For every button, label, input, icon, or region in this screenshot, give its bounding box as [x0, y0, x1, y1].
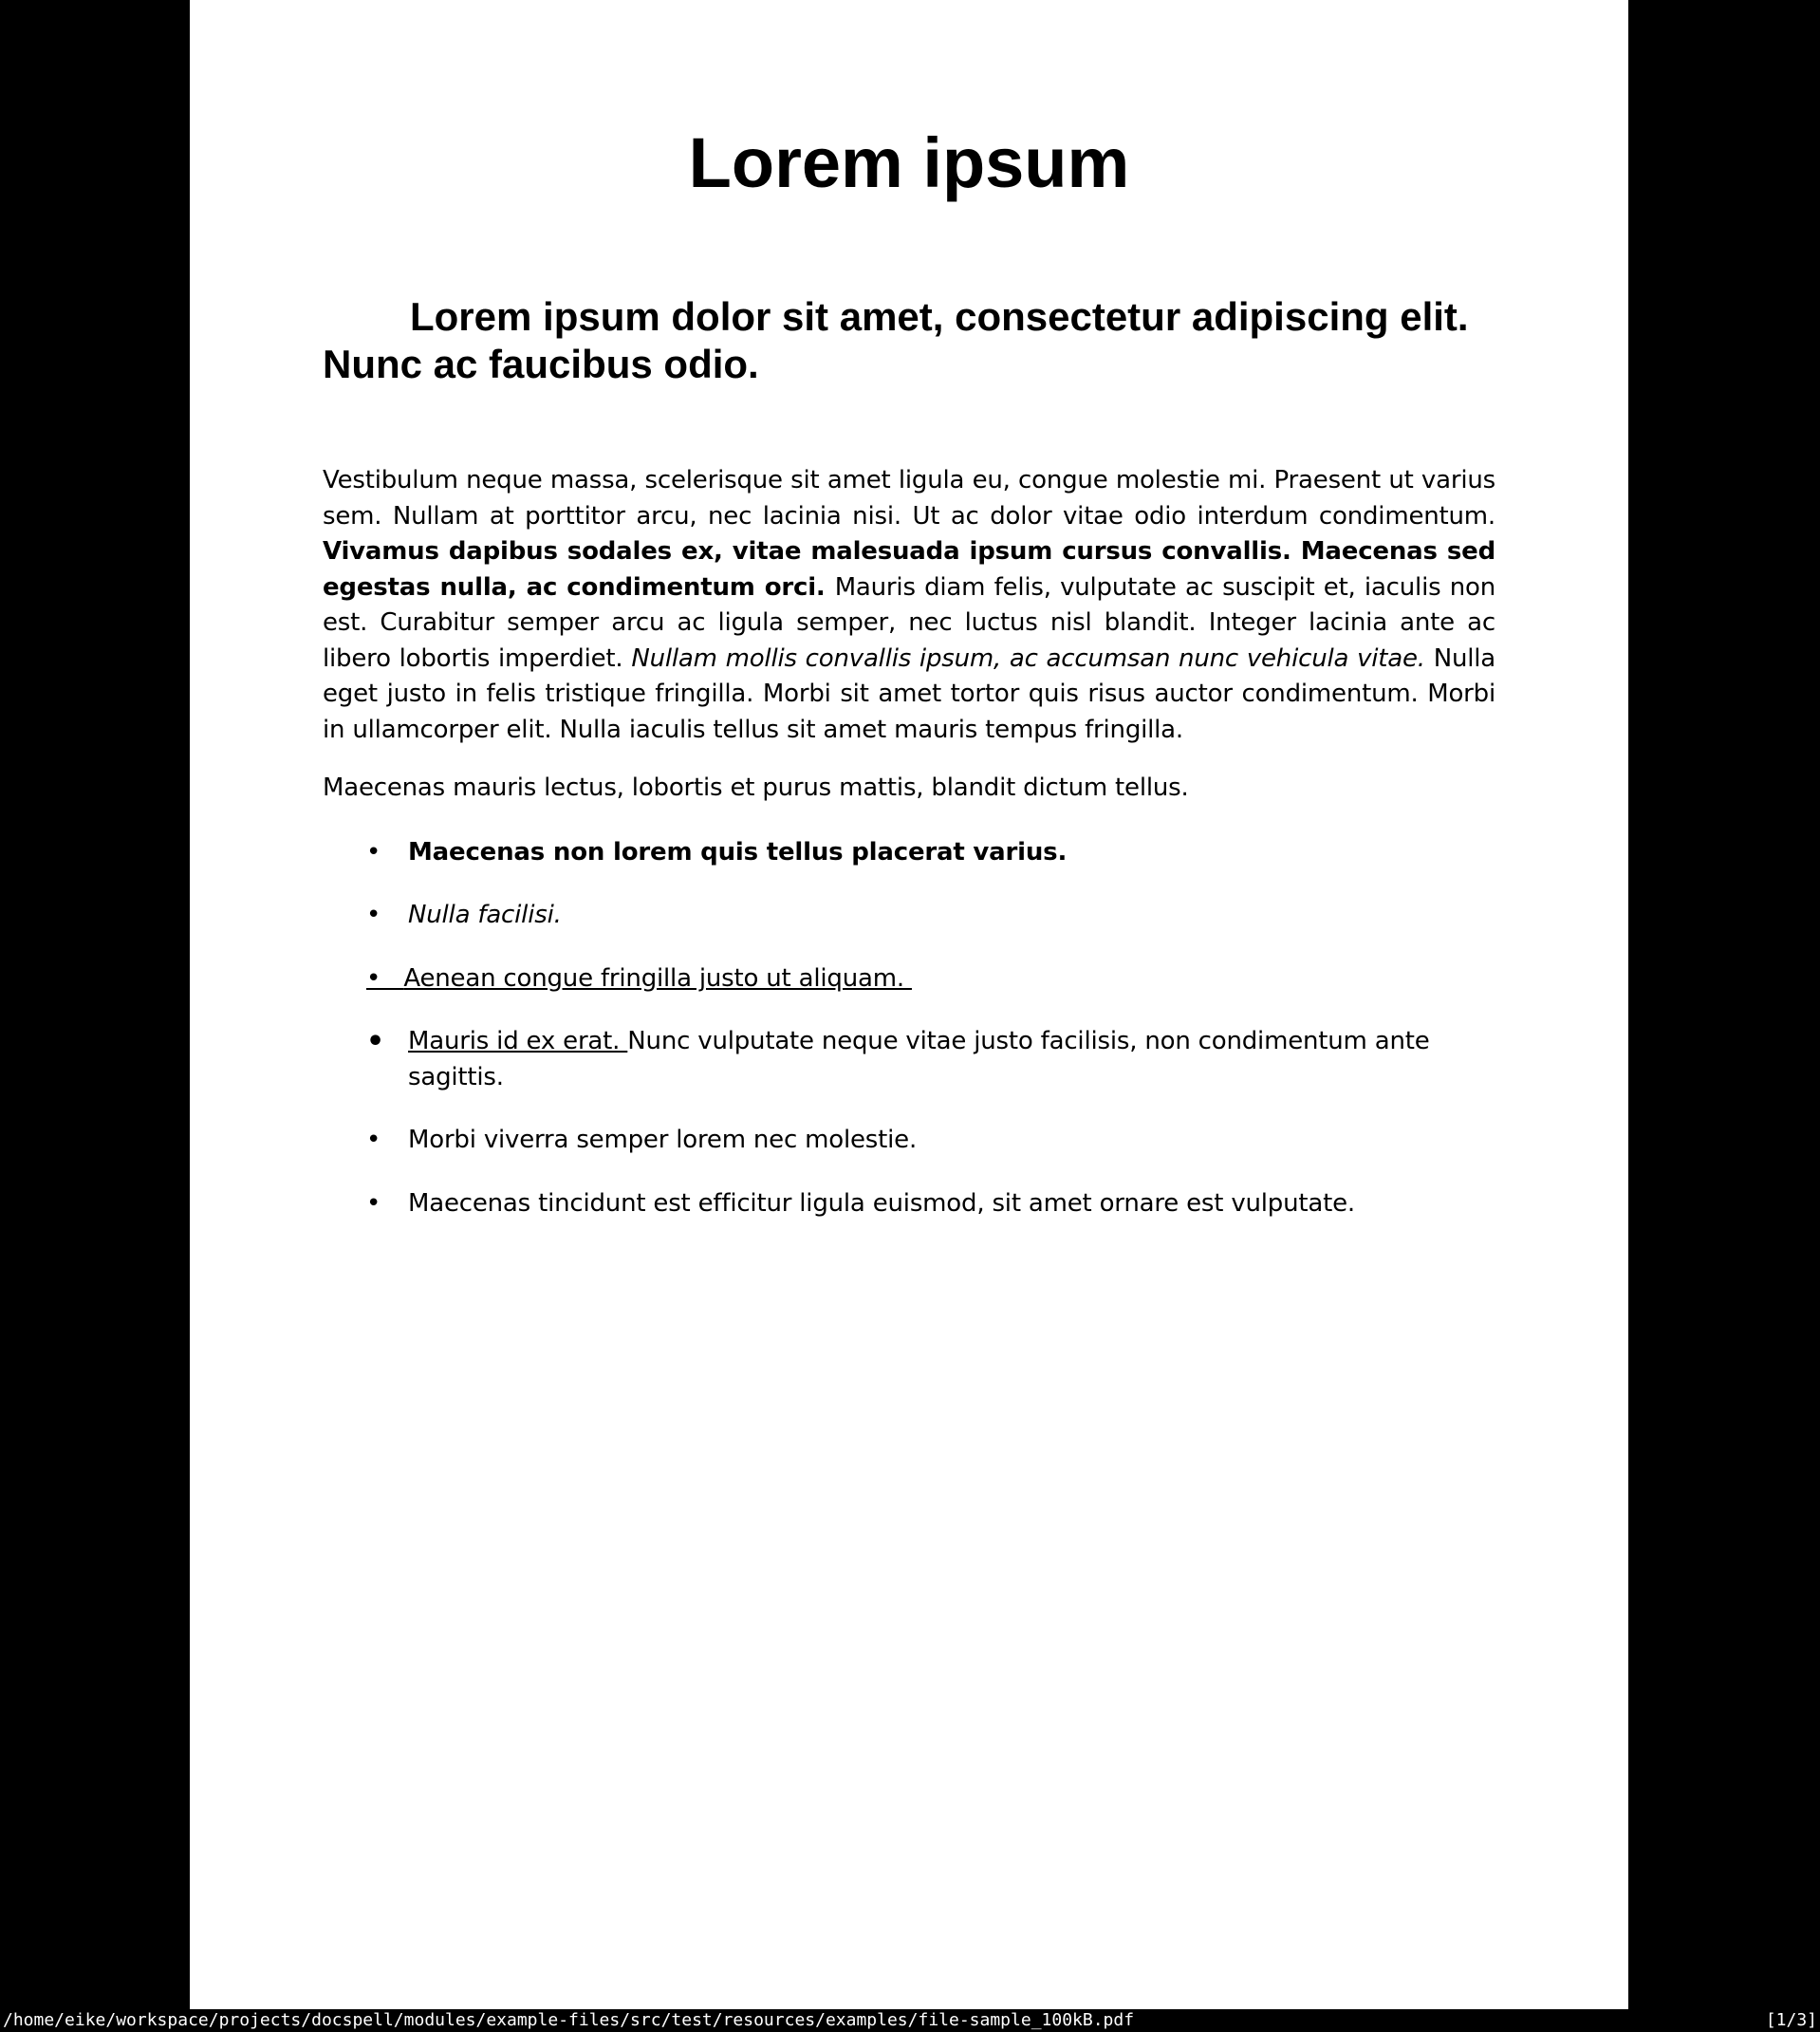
statusbar [0, 2009, 1820, 2032]
text-segment-regular: Vestibulum neque massa, scelerisque sit amet ligula eu, congue molestie mi. Praesent ut varius sem. Nullam at porttitor arcu, nec lacinia nisi. Ut ac dolor vitae odio interdum condimentum. [323, 466, 1495, 531]
document-page[interactable] [190, 0, 1628, 2009]
bullet-icon: • [366, 1025, 384, 1059]
document-title: Lorem ipsum [688, 123, 1130, 202]
list-item [323, 835, 1495, 871]
text-segment-regular: Maecenas tincidunt est efficitur ligula euismod, sit amet ornare est vulputate. [408, 1188, 1355, 1218]
text-segment-bold: Vivamus dapibus sodales ex, vitae malesuada ipsum cursus convallis. Maecenas sed egestas nulla, ac condimentum orci. [323, 537, 1495, 602]
text-segment-regular: Mauris diam felis, vulputate ac suscipit et, iaculis non est. Curabitur semper arcu ac ligula semper, nec luctus nisl blandit. Integer lacinia ante ac libero lobortis imperdiet. [323, 572, 1495, 673]
list-item [323, 961, 1495, 997]
text-segment-italic: Nulla facilisi. [408, 901, 562, 930]
list-item [323, 1186, 1495, 1222]
bullet-icon: • [366, 901, 381, 930]
bullet-icon: • [366, 1188, 381, 1218]
list-item [323, 898, 1495, 934]
bullet-icon: • [366, 837, 381, 867]
text-segment-underline: Mauris id ex erat. [408, 1027, 628, 1056]
text-segment-regular: Morbi viverra semper lorem nec molestie. [408, 1126, 918, 1155]
text-segment-regular: Nulla eget justo in felis tristique fringilla. Morbi sit amet tortor quis risus auctor condimentum. Morbi in ullamcorper elit. Nulla iaculis tellus sit amet mauris tempus fringilla. [323, 643, 1496, 744]
list-item [323, 1123, 1495, 1159]
text-segment-italic: Nullam mollis convallis ipsum, ac accumsan nunc vehicula vitae. [631, 643, 1434, 673]
text-segment-underline: Aenean congue fringilla justo ut aliquam. [403, 963, 912, 993]
intro-list-paragraph: Maecenas mauris lectus, lobortis et purus mattis, blandit dictum tellus. [323, 774, 1189, 803]
bullet-icon: • [366, 963, 404, 993]
bullet-icon: • [366, 1126, 381, 1155]
statusbar-file-path: /home/eike/workspace/projects/docspell/modules/example-files/src/test/resources/examples/file-sample_100kB.pdf [3, 2010, 1135, 2030]
bullet-list [323, 835, 1495, 1222]
page-content [190, 0, 1628, 1221]
document-subtitle: Lorem ipsum dolor sit amet, consectetur adipiscing elit. Nunc ac faucibus odio. [323, 294, 1469, 386]
text-segment-bold: Maecenas non lorem quis tellus placerat varius. [408, 837, 1068, 867]
list-item [323, 1024, 1495, 1095]
statusbar-page-indicator: [1/3] [1765, 2010, 1817, 2030]
text-segment-regular: Nunc vulputate neque vitae justo facilisis, non condimentum ante sagittis. [408, 1027, 1430, 1091]
body-paragraph [323, 463, 1495, 748]
